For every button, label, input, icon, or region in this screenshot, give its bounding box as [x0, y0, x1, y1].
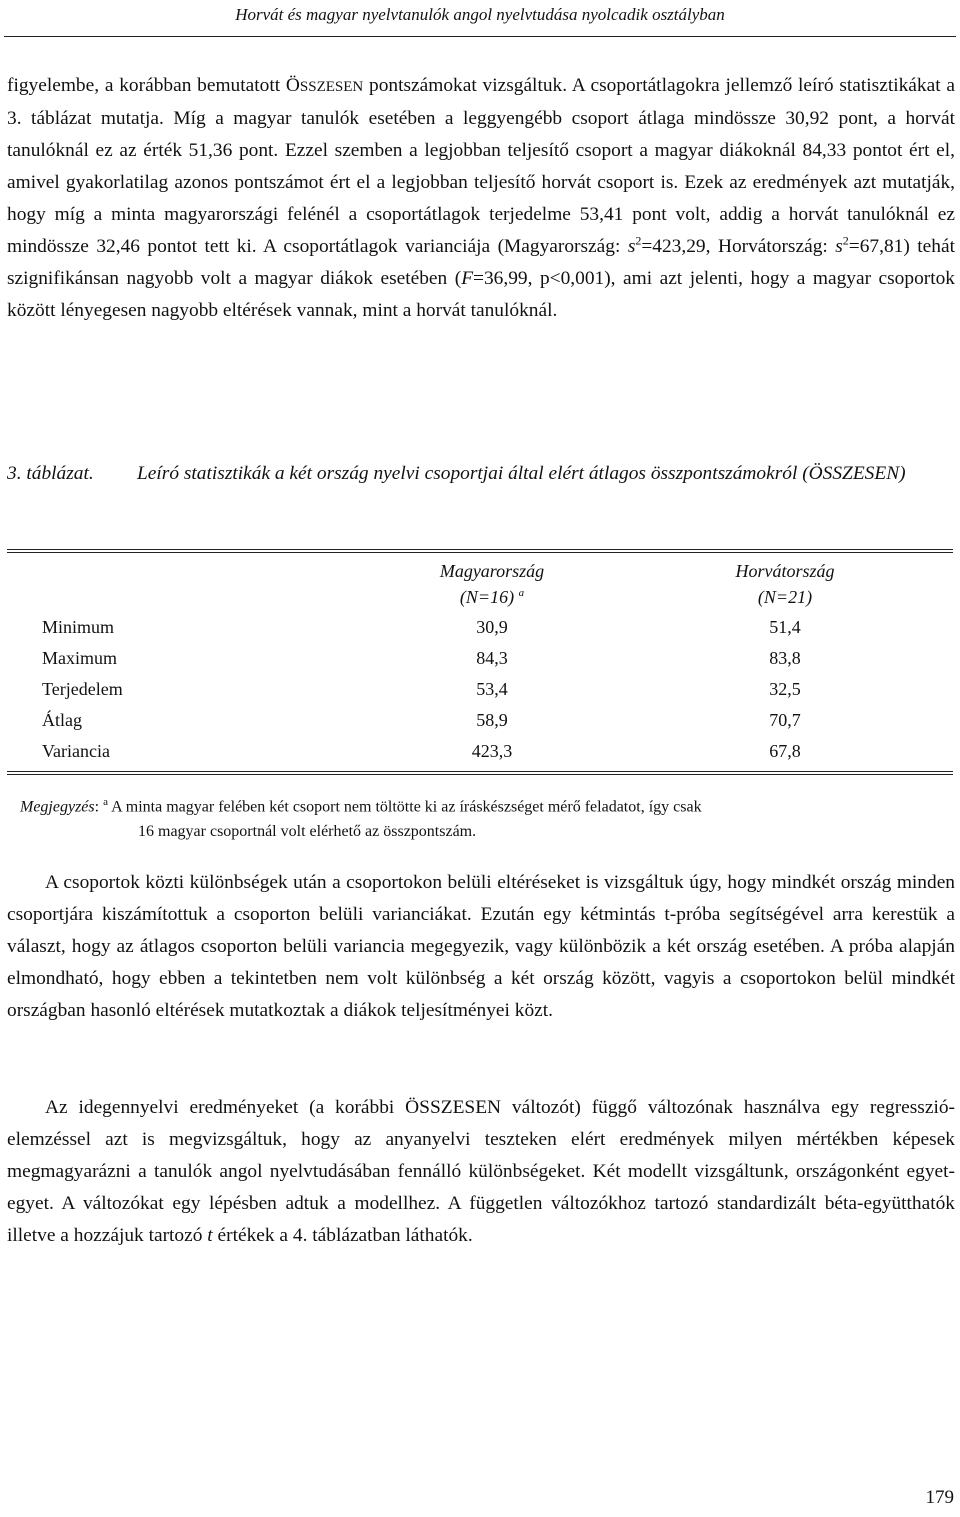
col-header-hungary-sup: a	[518, 587, 525, 599]
table-row	[0, 741, 960, 772]
header-divider	[4, 36, 956, 37]
col-header-hungary-name: Magyarország	[439, 561, 545, 581]
table-number: 3. táblázat.	[7, 463, 94, 484]
col-header-croatia-name: Horvátország	[735, 561, 835, 581]
para1-s-var: s	[627, 236, 636, 257]
table-title: Leíró statisztikák a két ország nyelvi csoportjai által elért átlagos összpontszámokról (ÖSSZESEN)	[137, 463, 906, 484]
table-row	[0, 617, 960, 648]
note-text-1: A minta magyar felében két csoport nem töltötte ki az íráskészséget mérő feladatot, így csak	[107, 798, 702, 816]
paragraph-intro	[7, 70, 955, 327]
para1-text-1: figyelembe, a korábban bemutatott Ö	[7, 75, 300, 96]
table-row	[0, 648, 960, 679]
row-value-croatia: 32,5	[769, 679, 801, 699]
row-label: Átlag	[42, 710, 82, 730]
paragraph-variance: A csoportok közti különbségek után a csoportokon belüli eltéréseket is vizsgáltuk úgy, hogy mindkét ország minden csoportjára kiszámítottuk a csoporton belüli varianciákat. Ezután egy kétmintás t-próba segítségével arra kerestük a választ, hogy az átlagos csoporton belüli variancia megegyezik, vagy különbözik a két ország esetében. A próba alapján elmondható, hogy ebben a tekintetben nem volt különbség a két ország között, vagyis a csoportokon belül mindkét országban hasonló eltérések mutatkoztak a diákok teljesítményei közt.	[7, 872, 955, 1021]
row-value-croatia: 70,7	[769, 710, 801, 730]
note-colon: :	[94, 798, 100, 816]
para1-text-3: =423,29, Horvátország:	[641, 236, 836, 257]
row-value-croatia: 51,4	[769, 617, 801, 637]
note-line-1	[20, 790, 940, 819]
page-number: 179	[925, 1487, 954, 1508]
note-label: Megjegyzés	[20, 798, 95, 816]
table-top-rule	[7, 549, 953, 553]
row-value-croatia: 67,8	[769, 741, 801, 761]
row-label: Maximum	[42, 648, 117, 668]
para1-smallcaps: SSZESEN	[299, 79, 364, 95]
col-header-croatia-n: (N=21)	[757, 587, 813, 607]
table-row	[0, 710, 960, 741]
para1-text-5: =36,99, p<0,001), ami azt jelenti, hogy a magyar csoportok között lényegesen nagyobb eltérések vannak, mint a horvát tanulóknál.	[7, 268, 956, 321]
row-value-hungary: 53,4	[476, 679, 508, 699]
row-value-hungary: 84,3	[476, 648, 508, 668]
para1-sup: 2	[635, 233, 642, 248]
row-value-croatia: 83,8	[769, 648, 801, 668]
col-header-hungary	[392, 558, 592, 610]
note-line-2: 16 magyar csoportnál volt elérhető az összpontszám.	[138, 823, 477, 841]
col-header-croatia	[685, 558, 885, 610]
running-header: Horvát és magyar nyelvtanulók angol nyelvtudása nyolcadik osztályban	[235, 5, 725, 24]
para3-text-2: értékek a 4. táblázatban láthatók.	[212, 1225, 473, 1246]
row-value-hungary: 58,9	[476, 710, 508, 730]
row-label: Variancia	[42, 741, 110, 761]
paragraph-regression	[7, 1092, 955, 1252]
para1-s-var-2: s	[835, 236, 843, 257]
table-caption	[7, 458, 955, 490]
para3-t-var: t	[207, 1225, 213, 1246]
table-row	[0, 679, 960, 710]
row-value-hungary: 30,9	[476, 617, 508, 637]
para1-f-var: F	[461, 268, 474, 289]
para1-text-4: =67,81) tehát szignifikánsan nagyobb volt a magyar diákok esetében (	[7, 236, 955, 289]
row-label: Terjedelem	[42, 679, 123, 699]
para3-text-1: Az idegennyelvi eredményeket (a korábbi ÖSSZESEN változót) függő változónak használva egy regresszió-elemzéssel azt is megvizsgáltuk, hogy az anyanyelvi teszteken elért eredmények milyen mértékben képesek megmagyarázni a tanulók angol nyelvtudásában fennálló különbségeket. Két modellt vizsgáltunk, országonként egyet-egyet. A változókat egy lépésben adtuk a modellhez. A független változókhoz tartozó standardizált béta-együtthatók illetve a hozzájuk tartozó	[7, 1097, 955, 1246]
para1-text-2: pontszámokat vizsgáltuk. A csoportátlagokra jellemző leíró statisztikákat a 3. táblázat mutatja. Míg a magyar tanulók esetében a leggyengébb csoport átlaga mindössze 30,92 pont, a horvát tanulóknál ez az érték 51,36 pont. Ezzel szemben a legjobban teljesítő csoport a magyar diákoknál 84,33 pontot ért el, amivel gyakorlatilag azonos pontszámot ért el a legjobban teljesítő horvát csoport is. Ezek az eredmények azt mutatják, hogy míg a minta magyarországi felénél a csoportátlagok terjedelme 53,41 pont volt, addig a horvát tanulóknál ez mindössze 32,46 pontot tett ki. A csoportátlagok varianciája (Magyarország:	[7, 75, 955, 257]
row-label: Minimum	[42, 617, 115, 637]
para1-sup-2: 2	[842, 233, 849, 248]
table-note	[20, 790, 940, 844]
table-bottom-rule	[7, 771, 953, 775]
col-header-hungary-n: (N=16) $^a$	[459, 587, 525, 607]
note-sup: a	[103, 796, 108, 808]
row-value-hungary: 423,3	[471, 741, 513, 761]
